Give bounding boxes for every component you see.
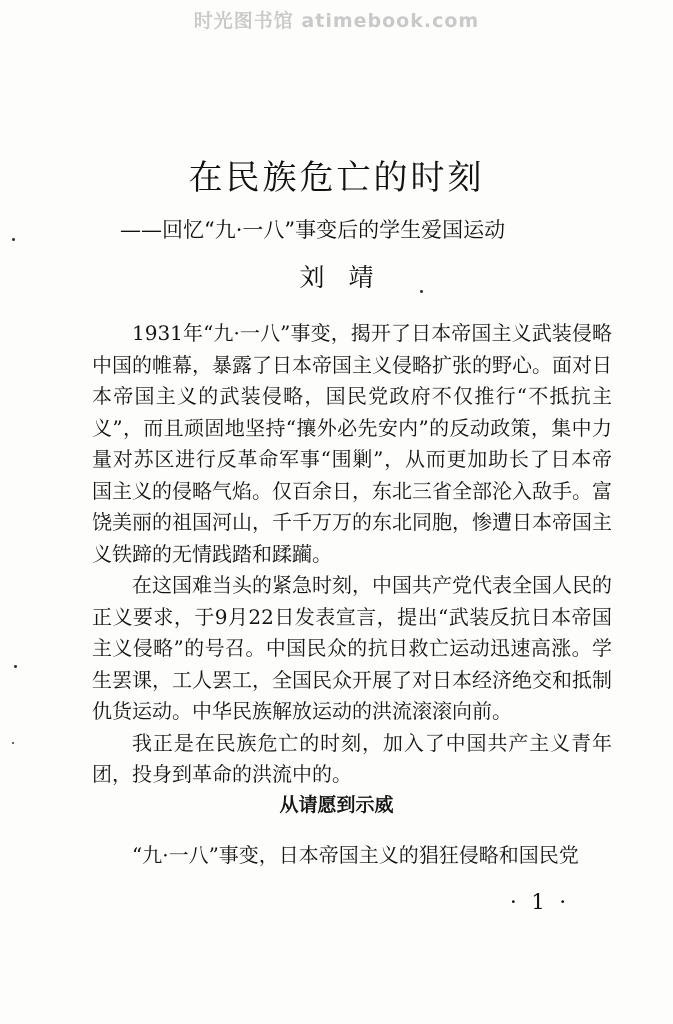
article-title: 在民族危亡的时刻	[188, 158, 485, 198]
article-subtitle: ——回忆“九·一八”事变后的学生爱国运动	[120, 218, 506, 242]
section-body	[92, 840, 612, 872]
scan-speck	[14, 665, 17, 668]
author-name: 刘靖	[299, 263, 398, 292]
body-text	[92, 318, 612, 791]
scan-speck	[12, 742, 14, 744]
paragraph-1: 1931年“九·一八”事变，揭开了日本帝国主义武装侵略中国的帷幕，暴露了日本帝国主义侵略扩张的野心。面对日本帝国主义的武装侵略，国民党政府不仅推行“不抵抗主义”，而且顽固地坚持“攘外必先安内”的反动政策，集中力量对苏区进行反革命军事“围剿”，从而更加助长了日本帝国主义的侵略气焰。仅百余日，东北三省全部沦入敌手。富饶美丽的祖国河山，千千万万的东北同胞，惨遭日本帝国主义铁蹄的无情践踏和蹂躏。	[92, 321, 612, 566]
section-first-line: “九·一八”事变，日本帝国主义的猖狂侵略和国民党	[132, 843, 579, 867]
section-heading: 从请愿到示威	[279, 794, 394, 816]
page-number: · 1 ·	[510, 890, 571, 914]
paragraph-3: 我正是在民族危亡的时刻，加入了中国共产主义青年团，投身到革命的洪流中的。	[92, 730, 612, 786]
paragraph-2: 在这国难当头的紧急时刻，中国共产党代表全国人民的正义要求，于9月22日发表宣言，提出“武装反抗日本帝国主义侵略”的号召。中国民众的抗日救亡运动迅速高涨。学生罢课，工人罢工，全国民众开展了对日本经济绝交和抵制仇货运动。中华民族解放运动的洪流滚滚向前。	[92, 573, 612, 723]
scan-speck	[12, 238, 15, 241]
watermark: 时光图书馆 atimebook.com	[193, 10, 480, 32]
scan-speck	[420, 290, 423, 293]
